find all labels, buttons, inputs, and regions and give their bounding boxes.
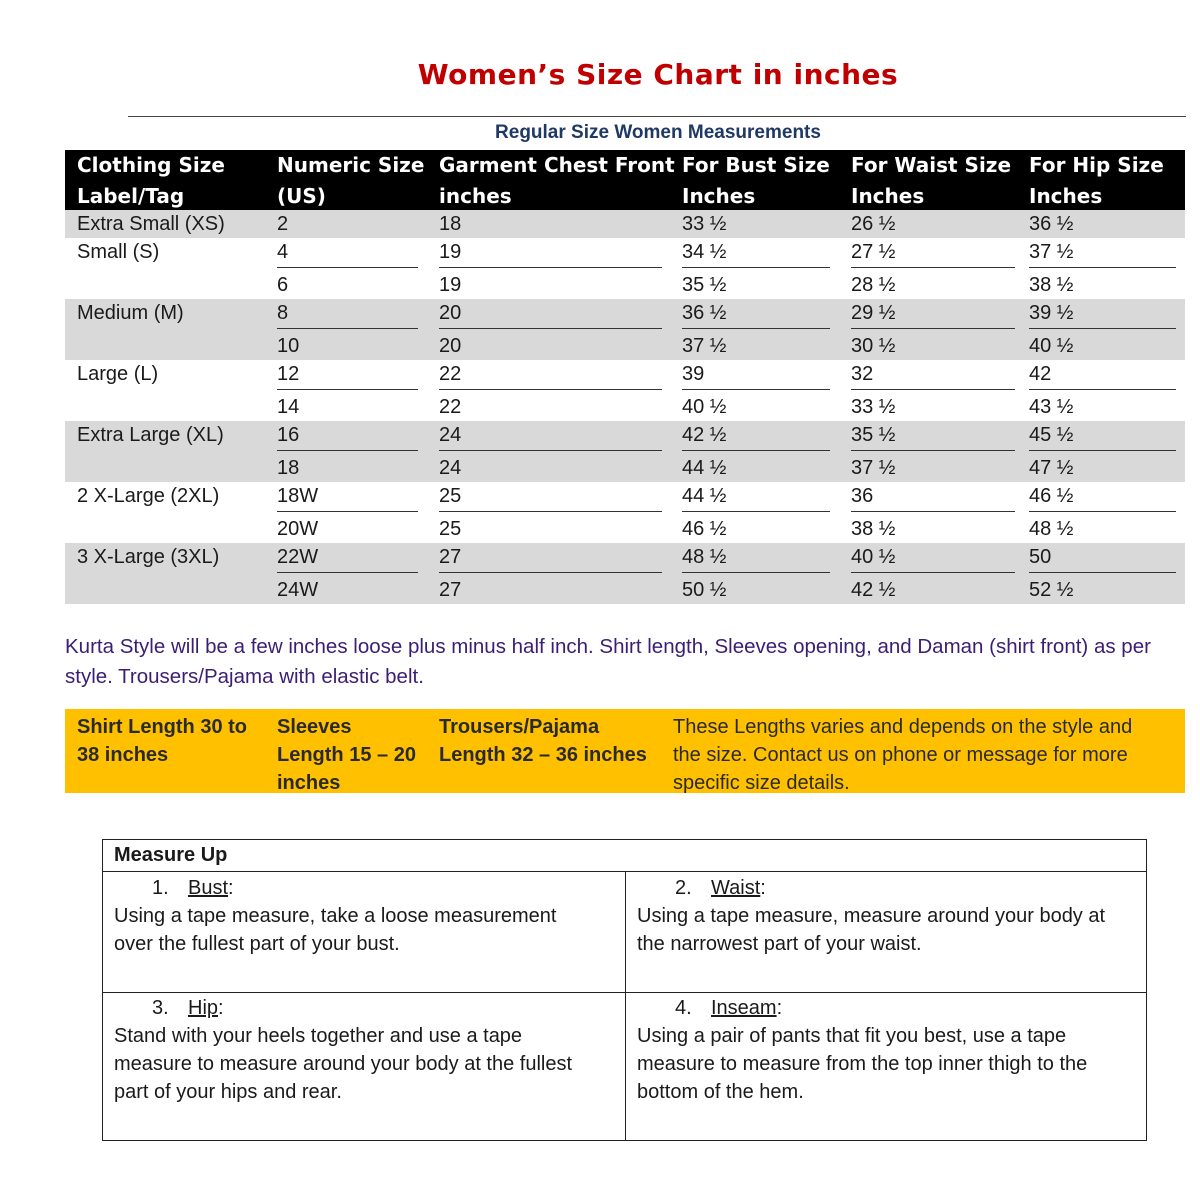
table-cell: 42 ½ bbox=[851, 579, 896, 601]
table-cell: 10 bbox=[277, 335, 300, 357]
table-cell: 38 ½ bbox=[1029, 274, 1074, 296]
table-cell: 33 ½ bbox=[682, 213, 727, 235]
table-cell: 16 bbox=[277, 424, 300, 446]
table-cell: 35 ½ bbox=[682, 274, 727, 296]
table-cell: 37 ½ bbox=[1029, 241, 1074, 263]
table-cell: 20 bbox=[439, 302, 462, 324]
table-cell: 4 bbox=[277, 241, 289, 263]
size-group bbox=[65, 482, 1185, 543]
table-cell: 36 ½ bbox=[682, 302, 727, 324]
cell-underline bbox=[439, 511, 662, 512]
table-cell: 2 bbox=[277, 213, 289, 235]
header-garment-chest: Garment Chest Front inches bbox=[439, 153, 675, 208]
fit-note: Kurta Style will be a few inches loose plus minus half inch. Shirt length, Sleeves opening, and Daman (shirt front) as per style. Trousers/Pajama with elastic belt. bbox=[65, 635, 1151, 688]
lengths-banner bbox=[65, 709, 1185, 793]
table-cell: 28 ½ bbox=[851, 274, 896, 296]
table-cell: 20 bbox=[439, 335, 462, 357]
table-cell: 44 ½ bbox=[682, 485, 727, 507]
table-cell: 45 ½ bbox=[1029, 424, 1074, 446]
table-cell: 46 ½ bbox=[1029, 485, 1074, 507]
cell-underline bbox=[439, 389, 662, 390]
measure-bust: 1. Bust: Using a tape measure, take a loose measurement over the fullest part of your bust. bbox=[114, 877, 557, 955]
cell-underline bbox=[277, 389, 418, 390]
table-cell: 26 ½ bbox=[851, 213, 896, 235]
cell-underline bbox=[851, 389, 1015, 390]
table-cell: 20W bbox=[277, 518, 319, 540]
size-group bbox=[65, 238, 1185, 299]
table-cell: 43 ½ bbox=[1029, 396, 1074, 418]
page-title: Women’s Size Chart in inches bbox=[417, 58, 899, 91]
table-cell: 29 ½ bbox=[851, 302, 896, 324]
measure-hip: 3. Hip: Stand with your heels together and use a tape measure to measure around your body at the fullest part of your hips and rear. bbox=[114, 997, 573, 1103]
table-cell: 27 bbox=[439, 546, 462, 568]
measure-waist: 2. Waist: Using a tape measure, measure around your body at the narrowest part of your waist. bbox=[637, 877, 1106, 955]
table-cell: 36 bbox=[851, 485, 874, 507]
shirt-length-info: Shirt Length 30 to 38 inches bbox=[77, 716, 247, 766]
cell-underline bbox=[277, 572, 418, 573]
cell-underline bbox=[682, 328, 830, 329]
table-cell: 37 ½ bbox=[851, 457, 896, 479]
table-cell: 18W bbox=[277, 485, 319, 507]
cell-underline bbox=[682, 450, 830, 451]
table-cell: 34 ½ bbox=[682, 241, 727, 263]
cell-underline bbox=[1029, 511, 1176, 512]
table-cell: 48 ½ bbox=[682, 546, 727, 568]
table-cell: 50 bbox=[1029, 546, 1052, 568]
cell-underline bbox=[851, 511, 1015, 512]
table-cell: 27 ½ bbox=[851, 241, 896, 263]
table-cell: 40 ½ bbox=[851, 546, 896, 568]
cell-underline bbox=[851, 572, 1015, 573]
table-cell: 22 bbox=[439, 363, 462, 385]
cell-underline bbox=[439, 572, 662, 573]
size-group bbox=[65, 210, 1185, 238]
table-cell: 40 ½ bbox=[682, 396, 727, 418]
header-waist-size: For Waist Size Inches bbox=[851, 153, 1012, 208]
cell-underline bbox=[1029, 450, 1176, 451]
measure-up-heading: Measure Up bbox=[103, 840, 1146, 872]
table-cell: 12 bbox=[277, 363, 300, 385]
table-cell: 48 ½ bbox=[1029, 518, 1074, 540]
cell-underline bbox=[682, 572, 830, 573]
table-cell: 6 bbox=[277, 274, 289, 296]
cell-underline bbox=[277, 450, 418, 451]
table-cell: 8 bbox=[277, 302, 289, 324]
cell-underline bbox=[277, 267, 418, 268]
table-cell: 27 bbox=[439, 579, 462, 601]
size-label: Extra Large (XL) bbox=[77, 424, 224, 446]
table-cell: 22 bbox=[439, 396, 462, 418]
table-cell: 39 ½ bbox=[1029, 302, 1074, 324]
cell-underline bbox=[439, 328, 662, 329]
size-chart-table bbox=[65, 150, 1185, 604]
table-cell: 19 bbox=[439, 241, 462, 263]
table-cell: 32 bbox=[851, 363, 874, 385]
table-cell: 25 bbox=[439, 485, 462, 507]
size-label: Large (L) bbox=[77, 363, 159, 385]
table-cell: 14 bbox=[277, 396, 300, 418]
table-subtitle: Regular Size Women Measurements bbox=[495, 122, 821, 143]
size-label: Extra Small (XS) bbox=[77, 213, 225, 235]
table-cell: 44 ½ bbox=[682, 457, 727, 479]
trousers-length-info: Trousers/Pajama Length 32 – 36 inches bbox=[439, 716, 647, 766]
measure-inseam: 4. Inseam: Using a pair of pants that fit you best, use a tape measure to measure from the top inner thigh to the bottom of the hem. bbox=[637, 997, 1088, 1103]
measure-up-table bbox=[102, 839, 1147, 1141]
header-numeric-size: Numeric Size (US) bbox=[277, 153, 425, 208]
table-cell: 33 ½ bbox=[851, 396, 896, 418]
table-cell: 36 ½ bbox=[1029, 213, 1074, 235]
size-label: 2 X-Large (2XL) bbox=[77, 485, 220, 507]
table-cell: 18 bbox=[439, 213, 462, 235]
table-cell: 25 bbox=[439, 518, 462, 540]
table-cell: 35 ½ bbox=[851, 424, 896, 446]
cell-underline bbox=[851, 267, 1015, 268]
cell-underline bbox=[851, 328, 1015, 329]
cell-underline bbox=[851, 450, 1015, 451]
cell-underline bbox=[1029, 389, 1176, 390]
cell-underline bbox=[439, 267, 662, 268]
cell-underline bbox=[682, 511, 830, 512]
table-cell: 38 ½ bbox=[851, 518, 896, 540]
table-cell: 46 ½ bbox=[682, 518, 727, 540]
cell-underline bbox=[439, 450, 662, 451]
size-group bbox=[65, 299, 1185, 360]
table-cell: 47 ½ bbox=[1029, 457, 1074, 479]
size-label: 3 X-Large (3XL) bbox=[77, 546, 220, 568]
table-cell: 30 ½ bbox=[851, 335, 896, 357]
header-hip-size: For Hip Size Inches bbox=[1029, 153, 1164, 208]
lengths-disclaimer: These Lengths varies and depends on the style and the size. Contact us on phone or message for more specific size details. bbox=[673, 716, 1133, 794]
row-divider bbox=[103, 992, 1146, 993]
table-cell: 37 ½ bbox=[682, 335, 727, 357]
header-clothing-size: Clothing Size Label/Tag bbox=[77, 153, 225, 208]
cell-underline bbox=[682, 267, 830, 268]
size-group bbox=[65, 421, 1185, 482]
table-cell: 50 ½ bbox=[682, 579, 727, 601]
table-cell: 39 bbox=[682, 363, 705, 385]
cell-underline bbox=[1029, 572, 1176, 573]
table-cell: 42 bbox=[1029, 363, 1052, 385]
table-cell: 24 bbox=[439, 424, 462, 446]
table-cell: 19 bbox=[439, 274, 462, 296]
title-divider bbox=[128, 116, 1186, 117]
table-cell: 24 bbox=[439, 457, 462, 479]
size-label: Medium (M) bbox=[77, 302, 184, 324]
table-cell: 40 ½ bbox=[1029, 335, 1074, 357]
size-group bbox=[65, 360, 1185, 421]
cell-underline bbox=[277, 328, 418, 329]
column-divider bbox=[625, 872, 626, 1140]
cell-underline bbox=[1029, 328, 1176, 329]
table-cell: 22W bbox=[277, 546, 319, 568]
table-cell: 42 ½ bbox=[682, 424, 727, 446]
table-cell: 52 ½ bbox=[1029, 579, 1074, 601]
table-cell: 18 bbox=[277, 457, 300, 479]
size-label: Small (S) bbox=[77, 241, 160, 263]
cell-underline bbox=[1029, 267, 1176, 268]
cell-underline bbox=[682, 389, 830, 390]
header-bust-size: For Bust Size Inches bbox=[682, 153, 830, 208]
cell-underline bbox=[277, 511, 418, 512]
table-cell: 24W bbox=[277, 579, 319, 601]
table-header-row bbox=[65, 150, 1185, 210]
size-group bbox=[65, 543, 1185, 604]
sleeves-length-info: Sleeves Length 15 – 20 inches bbox=[277, 716, 416, 794]
